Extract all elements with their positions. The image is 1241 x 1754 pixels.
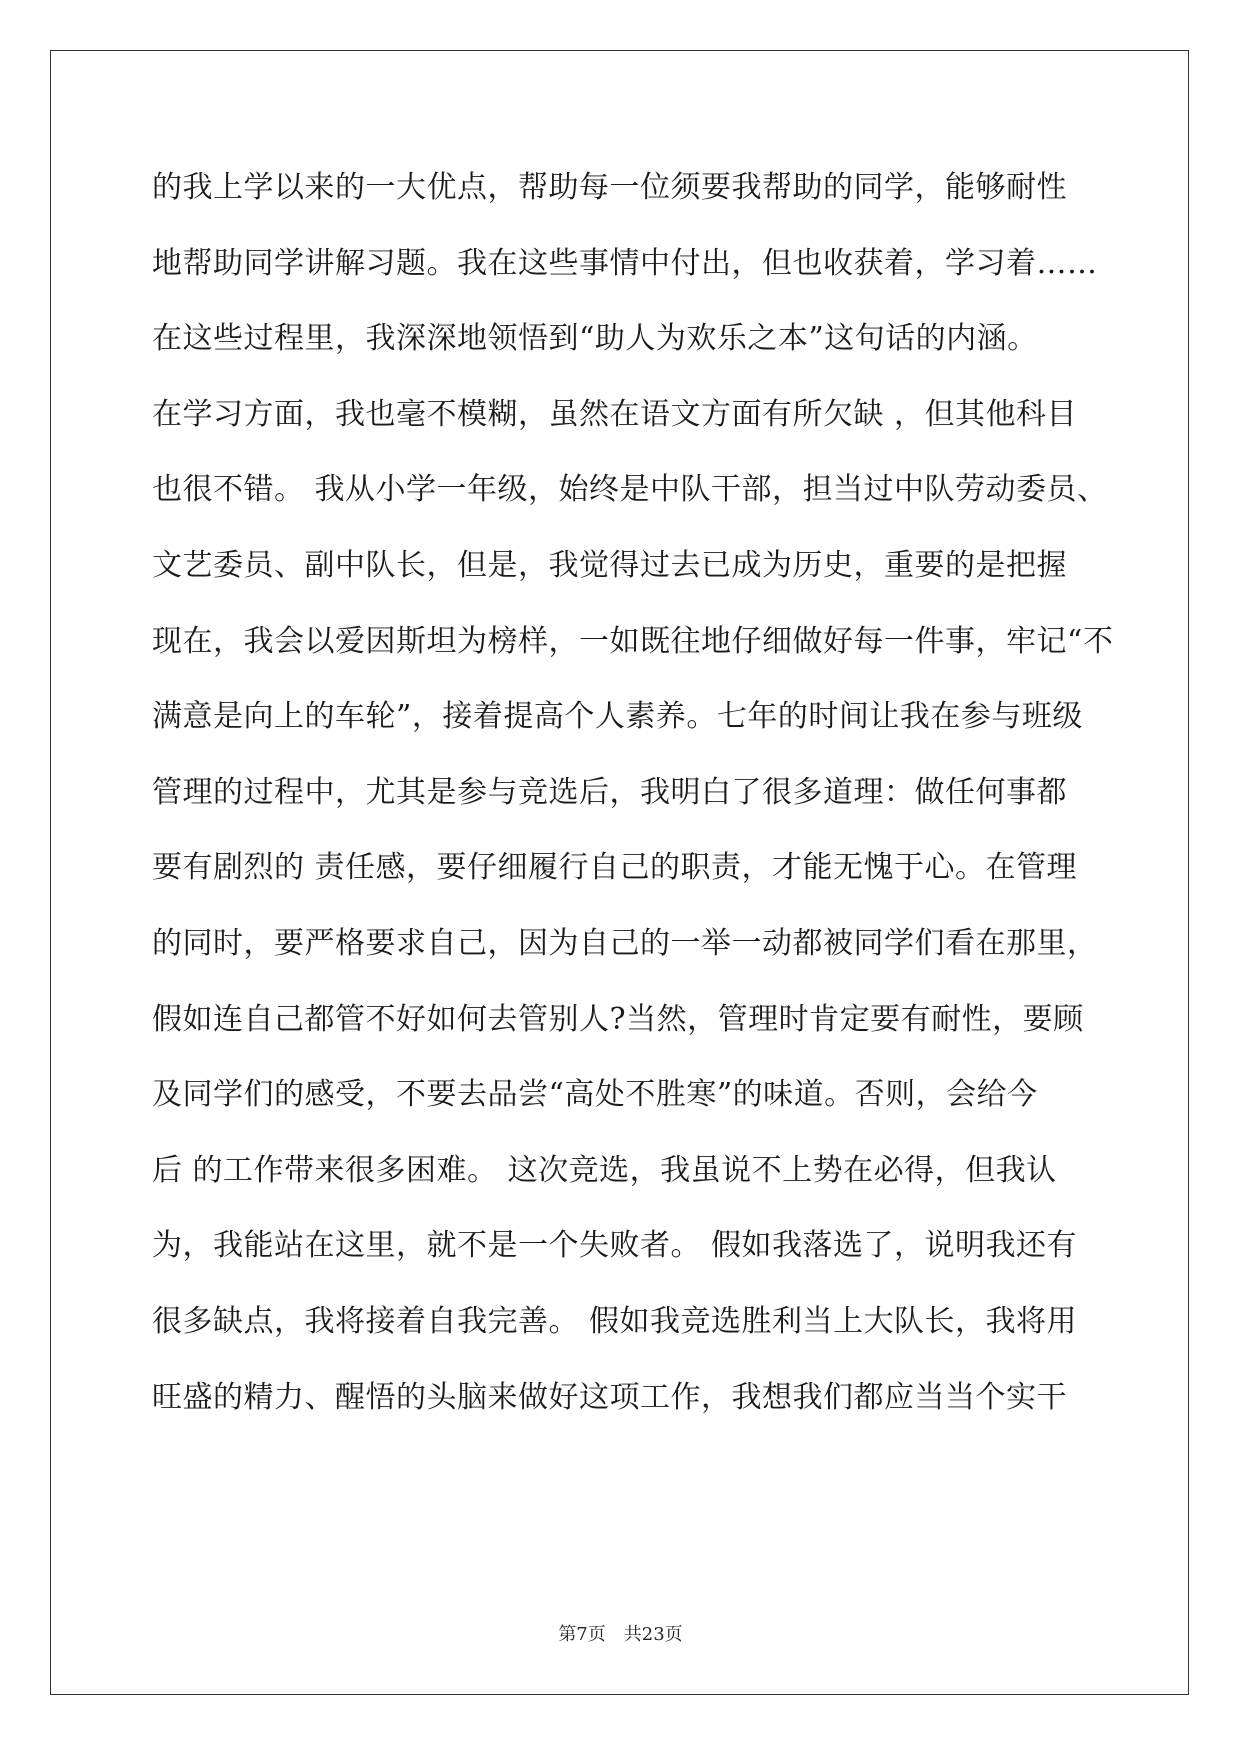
text-line: 地帮助同学讲解习题。我在这些事情中付出，但也收获着，学习着…… [152,245,1098,281]
text-line: 为，我能站在这里，就不是一个失败者。 假如我落选了，说明我还有 [152,1228,1078,1264]
text-line: 在学习方面，我也毫不模糊，虽然在语文方面有所欠缺 ，但其他科目 [152,396,1078,432]
text-line: 管理的过程中，尤其是参与竞选后，我明白了很多道理：做任何事都 [152,774,1067,810]
text-line: 在这些过程里，我深深地领悟到“助人为欢乐之本”这句话的内涵。 [152,321,1038,357]
page-number-footer: 第7页 共23页 [558,1624,683,1645]
text-line: 文艺委员、副中队长，但是，我觉得过去已成为历史，重要的是把握 [152,547,1067,583]
text-line: 旺盛的精力、醒悟的头脑来做好这项工作，我想我们都应当当个实干 [152,1379,1067,1415]
text-line: 后 的工作带来很多困难。 这次竞选，我虽说不上势在必得，但我认 [152,1152,1057,1188]
text-line: 及同学们的感受，不要去品尝“高处不胜寒”的味道。否则，会给今 [152,1077,1038,1113]
text-line: 也很不错。 我从小学一年级，始终是中队干部，担当过中队劳动委员、 [152,472,1108,508]
text-line: 现在，我会以爱因斯坦为榜样，一如既往地仔细做好每一件事，牢记“不 [152,623,1114,659]
text-line: 假如连自己都管不好如何去管别人?当然，管理时肯定要有耐性，要顾 [152,1001,1084,1037]
text-line: 很多缺点，我将接着自我完善。 假如我竞选胜利当上大队长，我将用 [152,1303,1078,1339]
text-line: 满意是向上的车轮”，接着提高个人素养。七年的时间让我在参与班级 [152,699,1083,735]
document-body [152,163,1114,1448]
text-line: 的我上学以来的一大优点，帮助每一位须要我帮助的同学，能够耐性 [152,170,1067,205]
text-line: 的同时，要严格要求自己，因为自己的一举一动都被同学们看在那里， [152,925,1098,961]
text-line: 要有剧烈的 责任感，要仔细履行自己的职责，才能无愧于心。在管理 [152,850,1078,886]
